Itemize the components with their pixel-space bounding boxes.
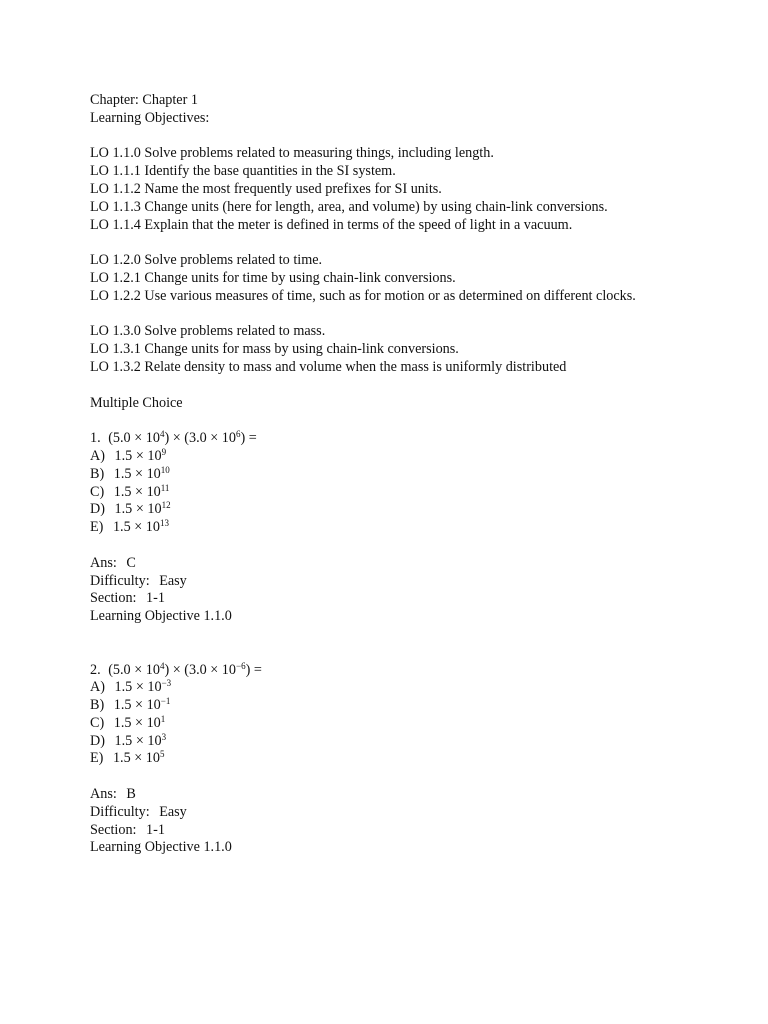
choice-letter: B) (90, 697, 105, 714)
answer-label: Ans: (90, 554, 117, 571)
spacer (90, 234, 730, 252)
prompt-part: ) = (245, 661, 262, 678)
objective-item: LO 1.1.3 Change units (here for length, area, and volume) by using chain-link conversions. (90, 198, 608, 215)
choice-c (90, 715, 730, 733)
choice-base: 1.5 × 10 (114, 501, 162, 518)
question-2 (90, 662, 730, 858)
exponent: 5 (159, 749, 165, 760)
choice-base: 1.5 × 10 (114, 732, 162, 749)
objective-ref: Learning Objective 1.1.0 (90, 608, 232, 625)
choice-letter: E) (90, 519, 104, 536)
answer-label: Ans: (90, 786, 117, 803)
spacer (90, 537, 730, 555)
objectives-group-2 (90, 252, 730, 305)
chapter-line: Chapter: Chapter 1 (90, 92, 198, 108)
difficulty-line (90, 804, 730, 822)
choice-base: 1.5 × 10 (112, 519, 160, 536)
objective-item: LO 1.1.0 Solve problems related to measuring things, including length. (90, 145, 494, 162)
choice-letter: D) (90, 732, 105, 749)
exponent: 4 (159, 660, 165, 671)
difficulty-value: Easy (159, 803, 187, 820)
choice-base: 1.5 × 10 (113, 714, 161, 731)
choice-e (90, 519, 730, 537)
exponent: 12 (161, 500, 171, 511)
section-line (90, 822, 730, 840)
question-number: 2. (90, 661, 101, 678)
choice-base: 1.5 × 10 (112, 750, 160, 767)
choice-letter: E) (90, 750, 104, 767)
difficulty-line (90, 573, 730, 591)
prompt-part: (5.0 × 10 (108, 430, 160, 447)
objective-item: LO 1.1.2 Name the most frequently used prefixes for SI units. (90, 180, 442, 197)
spacer (90, 412, 730, 430)
section-value: 1-1 (146, 821, 165, 838)
answer-line (90, 786, 730, 804)
objective-item: LO 1.3.1 Change units for mass by using chain-link conversions. (90, 341, 459, 358)
exponent: 11 (160, 482, 170, 493)
choice-letter: A) (90, 447, 105, 464)
question-number: 1. (90, 430, 101, 447)
section-line (90, 590, 730, 608)
exponent: 1 (160, 713, 166, 724)
exponent: 9 (161, 446, 167, 457)
choice-c (90, 484, 730, 502)
section-title: Multiple Choice (90, 394, 183, 411)
choice-letter: B) (90, 465, 105, 482)
objective-item: LO 1.3.0 Solve problems related to mass. (90, 323, 326, 340)
spacer (90, 128, 730, 146)
spacer (90, 377, 730, 395)
answer-line (90, 555, 730, 573)
objective-ref: Learning Objective 1.1.0 (90, 839, 232, 856)
choice-letter: A) (90, 679, 105, 696)
objectives-group-1 (90, 145, 730, 234)
exponent: 10 (160, 464, 170, 475)
choice-base: 1.5 × 10 (113, 697, 161, 714)
exponent: 4 (159, 429, 165, 440)
question-prompt (90, 430, 730, 448)
spacer (90, 626, 730, 662)
objective-item: LO 1.2.2 Use various measures of time, such as for motion or as determined on different clocks. (90, 287, 636, 304)
choice-a (90, 679, 730, 697)
answer-value: C (126, 554, 136, 571)
question-prompt (90, 662, 730, 680)
choice-base: 1.5 × 10 (113, 483, 161, 500)
difficulty-label: Difficulty: (90, 803, 150, 820)
objective-item: LO 1.2.0 Solve problems related to time. (90, 252, 323, 269)
prompt-part: ) = (240, 430, 257, 447)
objective-item: LO 1.1.1 Identify the base quantities in the SI system. (90, 163, 396, 180)
choice-base: 1.5 × 10 (114, 447, 162, 464)
prompt-part: ) × (3.0 × 10 (164, 430, 236, 447)
choice-d (90, 501, 730, 519)
choice-d (90, 733, 730, 751)
exponent: 3 (161, 731, 167, 742)
choice-letter: C) (90, 483, 105, 500)
objective-item: LO 1.2.1 Change units for time by using chain-link conversions. (90, 269, 456, 286)
exponent: 13 (159, 518, 169, 529)
prompt-part: (5.0 × 10 (108, 661, 160, 678)
document-page (90, 92, 730, 857)
choice-letter: D) (90, 501, 105, 518)
difficulty-label: Difficulty: (90, 572, 150, 589)
objective-item: LO 1.1.4 Explain that the meter is defined in terms of the speed of light in a vacuum. (90, 216, 573, 233)
choice-base: 1.5 × 10 (113, 465, 161, 482)
choice-letter: C) (90, 714, 105, 731)
section-label: Section: (90, 590, 137, 607)
section-value: 1-1 (146, 590, 165, 607)
exponent: −1 (160, 696, 171, 707)
learning-objectives-heading: Learning Objectives: (90, 109, 210, 126)
answer-value: B (126, 786, 136, 803)
objective-item: LO 1.3.2 Relate density to mass and volume when the mass is uniformly distributed (90, 358, 567, 375)
spacer (90, 306, 730, 324)
section-label: Section: (90, 821, 137, 838)
difficulty-value: Easy (159, 572, 187, 589)
choice-e (90, 750, 730, 768)
question-1 (90, 430, 730, 626)
choice-b (90, 697, 730, 715)
exponent: −6 (236, 660, 246, 671)
objectives-group-3 (90, 323, 730, 376)
choice-b (90, 466, 730, 484)
prompt-part: ) × (3.0 × 10 (164, 661, 236, 678)
choice-base: 1.5 × 10 (114, 679, 162, 696)
choice-a (90, 448, 730, 466)
spacer (90, 768, 730, 786)
exponent: 6 (236, 429, 241, 440)
exponent: −3 (161, 678, 172, 689)
